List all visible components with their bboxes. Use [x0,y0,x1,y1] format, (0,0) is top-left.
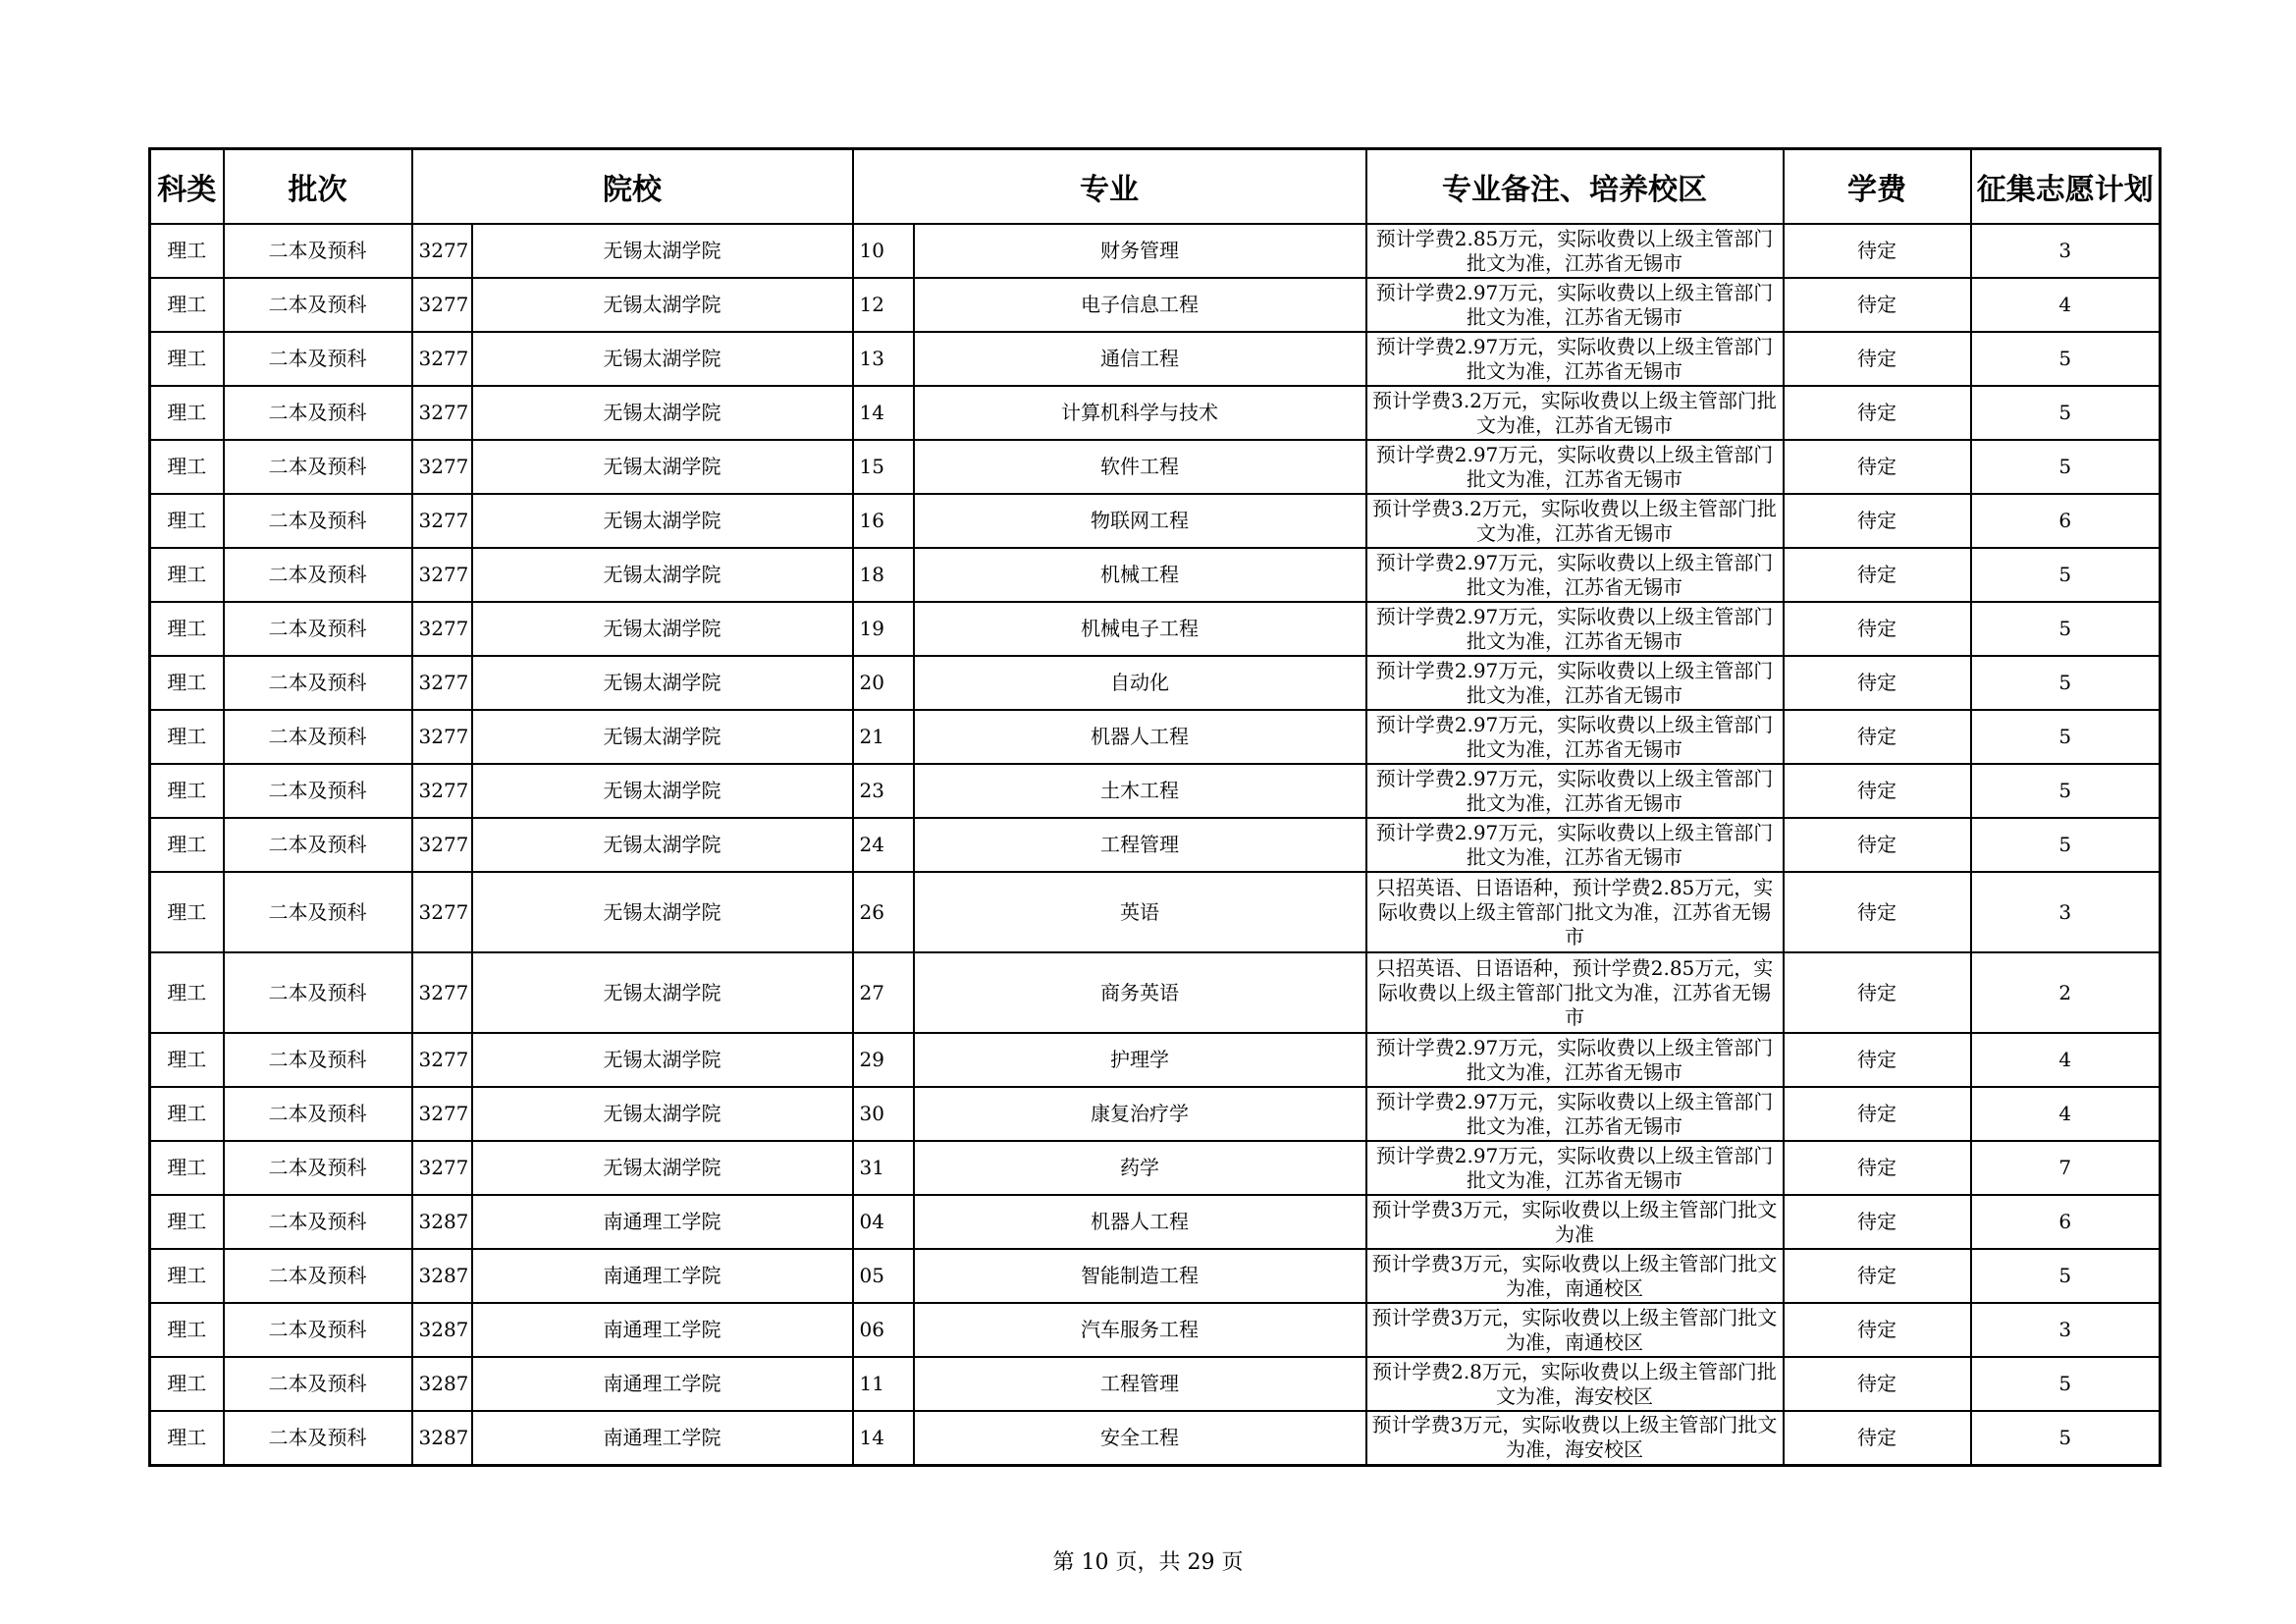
school-name-cell: 无锡太湖学院 [472,952,853,1033]
major-name-cell: 机器人工程 [914,710,1366,764]
plan-cell: 4 [1971,1087,2161,1141]
note-cell: 预计学费2.97万元，实际收费以上级主管部门批文为准，江苏省无锡市 [1366,440,1784,494]
major-code-cell: 13 [853,332,914,386]
school-code-cell: 3277 [412,872,472,952]
batch-cell: 二本及预科 [224,548,412,602]
batch-cell: 二本及预科 [224,872,412,952]
subject-cell: 理工 [150,872,224,952]
note-cell: 预计学费2.97万元，实际收费以上级主管部门批文为准，江苏省无锡市 [1366,710,1784,764]
header-batch: 批次 [224,149,412,225]
fee-cell: 待定 [1784,710,1971,764]
table-row [150,1087,2161,1141]
table-row [150,440,2161,494]
school-name-cell: 无锡太湖学院 [472,656,853,710]
major-code-cell: 04 [853,1195,914,1249]
school-name-cell: 无锡太湖学院 [472,872,853,952]
school-name-cell: 无锡太湖学院 [472,764,853,818]
table-row [150,1195,2161,1249]
major-code-cell: 27 [853,952,914,1033]
school-code-cell: 3277 [412,656,472,710]
major-code-cell: 16 [853,494,914,548]
school-name-cell: 无锡太湖学院 [472,1033,853,1087]
plan-cell: 3 [1971,1303,2161,1357]
fee-cell: 待定 [1784,1357,1971,1411]
fee-cell: 待定 [1784,278,1971,332]
school-name-cell: 无锡太湖学院 [472,602,853,656]
note-cell: 只招英语、日语语种，预计学费2.85万元，实际收费以上级主管部门批文为准，江苏省无锡市 [1366,952,1784,1033]
table-row [150,224,2161,278]
plan-cell: 2 [1971,952,2161,1033]
note-cell: 预计学费2.85万元，实际收费以上级主管部门批文为准，江苏省无锡市 [1366,224,1784,278]
subject-cell: 理工 [150,1249,224,1303]
school-name-cell: 南通理工学院 [472,1411,853,1465]
major-code-cell: 14 [853,386,914,440]
fee-cell: 待定 [1784,1249,1971,1303]
table-row [150,710,2161,764]
table-row [150,656,2161,710]
batch-cell: 二本及预科 [224,1141,412,1195]
major-name-cell: 工程管理 [914,1357,1366,1411]
subject-cell: 理工 [150,278,224,332]
subject-cell: 理工 [150,1195,224,1249]
note-cell: 预计学费3万元，实际收费以上级主管部门批文为准 [1366,1195,1784,1249]
batch-cell: 二本及预科 [224,332,412,386]
batch-cell: 二本及预科 [224,494,412,548]
subject-cell: 理工 [150,764,224,818]
subject-cell: 理工 [150,1303,224,1357]
table-row [150,386,2161,440]
batch-cell: 二本及预科 [224,656,412,710]
table-row [150,1033,2161,1087]
school-name-cell: 无锡太湖学院 [472,440,853,494]
table-row [150,548,2161,602]
subject-cell: 理工 [150,1087,224,1141]
major-name-cell: 药学 [914,1141,1366,1195]
table-row [150,872,2161,952]
major-code-cell: 19 [853,602,914,656]
school-code-cell: 3277 [412,278,472,332]
major-name-cell: 电子信息工程 [914,278,1366,332]
plan-cell: 6 [1971,1195,2161,1249]
major-name-cell: 英语 [914,872,1366,952]
fee-cell: 待定 [1784,494,1971,548]
major-code-cell: 11 [853,1357,914,1411]
batch-cell: 二本及预科 [224,710,412,764]
plan-cell: 5 [1971,602,2161,656]
subject-cell: 理工 [150,1357,224,1411]
note-cell: 预计学费3万元，实际收费以上级主管部门批文为准，南通校区 [1366,1249,1784,1303]
school-name-cell: 南通理工学院 [472,1303,853,1357]
school-code-cell: 3277 [412,494,472,548]
fee-cell: 待定 [1784,332,1971,386]
table-row [150,278,2161,332]
school-code-cell: 3277 [412,602,472,656]
batch-cell: 二本及预科 [224,1087,412,1141]
plan-cell: 5 [1971,332,2161,386]
school-code-cell: 3287 [412,1411,472,1465]
school-code-cell: 3277 [412,548,472,602]
subject-cell: 理工 [150,818,224,872]
school-name-cell: 南通理工学院 [472,1195,853,1249]
school-code-cell: 3277 [412,440,472,494]
school-code-cell: 3277 [412,1087,472,1141]
note-cell: 只招英语、日语语种，预计学费2.85万元，实际收费以上级主管部门批文为准，江苏省无锡市 [1366,872,1784,952]
major-code-cell: 18 [853,548,914,602]
major-name-cell: 计算机科学与技术 [914,386,1366,440]
plan-cell: 5 [1971,1357,2161,1411]
major-code-cell: 12 [853,278,914,332]
major-name-cell: 土木工程 [914,764,1366,818]
fee-cell: 待定 [1784,602,1971,656]
subject-cell: 理工 [150,224,224,278]
note-cell: 预计学费2.97万元，实际收费以上级主管部门批文为准，江苏省无锡市 [1366,278,1784,332]
plan-cell: 6 [1971,494,2161,548]
fee-cell: 待定 [1784,548,1971,602]
major-code-cell: 24 [853,818,914,872]
plan-cell: 4 [1971,278,2161,332]
major-name-cell: 通信工程 [914,332,1366,386]
subject-cell: 理工 [150,494,224,548]
school-name-cell: 无锡太湖学院 [472,224,853,278]
fee-cell: 待定 [1784,1195,1971,1249]
note-cell: 预计学费3.2万元，实际收费以上级主管部门批文为准，江苏省无锡市 [1366,494,1784,548]
header-school: 院校 [412,149,853,225]
school-code-cell: 3277 [412,1033,472,1087]
fee-cell: 待定 [1784,1303,1971,1357]
fee-cell: 待定 [1784,1087,1971,1141]
note-cell: 预计学费2.97万元，实际收费以上级主管部门批文为准，江苏省无锡市 [1366,602,1784,656]
batch-cell: 二本及预科 [224,952,412,1033]
school-name-cell: 无锡太湖学院 [472,332,853,386]
subject-cell: 理工 [150,656,224,710]
fee-cell: 待定 [1784,386,1971,440]
school-code-cell: 3277 [412,764,472,818]
major-name-cell: 物联网工程 [914,494,1366,548]
batch-cell: 二本及预科 [224,440,412,494]
plan-cell: 3 [1971,872,2161,952]
fee-cell: 待定 [1784,1033,1971,1087]
note-cell: 预计学费2.97万元，实际收费以上级主管部门批文为准，江苏省无锡市 [1366,1087,1784,1141]
table-row [150,818,2161,872]
major-code-cell: 31 [853,1141,914,1195]
table-row [150,1249,2161,1303]
major-code-cell: 05 [853,1249,914,1303]
major-name-cell: 康复治疗学 [914,1087,1366,1141]
major-name-cell: 机械工程 [914,548,1366,602]
plan-cell: 3 [1971,224,2161,278]
subject-cell: 理工 [150,952,224,1033]
table-row [150,332,2161,386]
batch-cell: 二本及预科 [224,1195,412,1249]
school-name-cell: 无锡太湖学院 [472,278,853,332]
school-name-cell: 无锡太湖学院 [472,710,853,764]
batch-cell: 二本及预科 [224,1303,412,1357]
major-name-cell: 财务管理 [914,224,1366,278]
note-cell: 预计学费3万元，实际收费以上级主管部门批文为准，海安校区 [1366,1411,1784,1465]
note-cell: 预计学费2.97万元，实际收费以上级主管部门批文为准，江苏省无锡市 [1366,1141,1784,1195]
school-code-cell: 3277 [412,224,472,278]
note-cell: 预计学费2.97万元，实际收费以上级主管部门批文为准，江苏省无锡市 [1366,548,1784,602]
note-cell: 预计学费2.97万元，实际收费以上级主管部门批文为准，江苏省无锡市 [1366,818,1784,872]
school-name-cell: 无锡太湖学院 [472,548,853,602]
note-cell: 预计学费3万元，实际收费以上级主管部门批文为准，南通校区 [1366,1303,1784,1357]
table-body [150,224,2161,1465]
fee-cell: 待定 [1784,656,1971,710]
subject-cell: 理工 [150,1141,224,1195]
note-cell: 预计学费3.2万元，实际收费以上级主管部门批文为准，江苏省无锡市 [1366,386,1784,440]
major-code-cell: 23 [853,764,914,818]
major-code-cell: 20 [853,656,914,710]
subject-cell: 理工 [150,602,224,656]
plan-cell: 5 [1971,818,2161,872]
plan-cell: 5 [1971,386,2161,440]
batch-cell: 二本及预科 [224,1357,412,1411]
page-footer: 第 10 页，共 29 页 [1052,1550,1244,1575]
fee-cell: 待定 [1784,952,1971,1033]
fee-cell: 待定 [1784,872,1971,952]
header-subject: 科类 [150,149,224,225]
batch-cell: 二本及预科 [224,602,412,656]
table-row [150,494,2161,548]
major-name-cell: 安全工程 [914,1411,1366,1465]
school-name-cell: 无锡太湖学院 [472,1087,853,1141]
major-code-cell: 06 [853,1303,914,1357]
plan-cell: 5 [1971,764,2161,818]
subject-cell: 理工 [150,1033,224,1087]
fee-cell: 待定 [1784,1141,1971,1195]
school-code-cell: 3287 [412,1249,472,1303]
major-code-cell: 21 [853,710,914,764]
table-row [150,764,2161,818]
table-row [150,602,2161,656]
major-name-cell: 软件工程 [914,440,1366,494]
subject-cell: 理工 [150,332,224,386]
school-code-cell: 3277 [412,818,472,872]
major-name-cell: 自动化 [914,656,1366,710]
school-code-cell: 3277 [412,710,472,764]
note-cell: 预计学费2.97万元，实际收费以上级主管部门批文为准，江苏省无锡市 [1366,656,1784,710]
major-name-cell: 汽车服务工程 [914,1303,1366,1357]
subject-cell: 理工 [150,1411,224,1465]
major-name-cell: 工程管理 [914,818,1366,872]
batch-cell: 二本及预科 [224,1033,412,1087]
major-code-cell: 30 [853,1087,914,1141]
header-row [150,149,2161,225]
major-name-cell: 商务英语 [914,952,1366,1033]
batch-cell: 二本及预科 [224,278,412,332]
batch-cell: 二本及预科 [224,224,412,278]
major-name-cell: 智能制造工程 [914,1249,1366,1303]
batch-cell: 二本及预科 [224,386,412,440]
major-name-cell: 护理学 [914,1033,1366,1087]
major-code-cell: 26 [853,872,914,952]
school-code-cell: 3287 [412,1357,472,1411]
fee-cell: 待定 [1784,764,1971,818]
school-name-cell: 无锡太湖学院 [472,1141,853,1195]
note-cell: 预计学费2.97万元，实际收费以上级主管部门批文为准，江苏省无锡市 [1366,764,1784,818]
school-code-cell: 3287 [412,1195,472,1249]
school-name-cell: 无锡太湖学院 [472,386,853,440]
school-name-cell: 无锡太湖学院 [472,818,853,872]
school-code-cell: 3287 [412,1303,472,1357]
major-code-cell: 14 [853,1411,914,1465]
plan-cell: 4 [1971,1033,2161,1087]
table-row [150,1303,2161,1357]
fee-cell: 待定 [1784,1411,1971,1465]
school-name-cell: 无锡太湖学院 [472,494,853,548]
school-code-cell: 3277 [412,332,472,386]
major-code-cell: 29 [853,1033,914,1087]
school-name-cell: 南通理工学院 [472,1357,853,1411]
note-cell: 预计学费2.97万元，实际收费以上级主管部门批文为准，江苏省无锡市 [1366,1033,1784,1087]
subject-cell: 理工 [150,440,224,494]
header-plan: 征集志愿计划 [1971,149,2161,225]
school-code-cell: 3277 [412,386,472,440]
note-cell: 预计学费2.97万元，实际收费以上级主管部门批文为准，江苏省无锡市 [1366,332,1784,386]
table-row [150,1141,2161,1195]
header-fee: 学费 [1784,149,1971,225]
batch-cell: 二本及预科 [224,764,412,818]
school-code-cell: 3277 [412,1141,472,1195]
plan-cell: 5 [1971,440,2161,494]
fee-cell: 待定 [1784,818,1971,872]
major-name-cell: 机器人工程 [914,1195,1366,1249]
table-row [150,1411,2161,1465]
note-cell: 预计学费2.8万元，实际收费以上级主管部门批文为准，海安校区 [1366,1357,1784,1411]
plan-cell: 5 [1971,656,2161,710]
header-major: 专业 [853,149,1366,225]
batch-cell: 二本及预科 [224,818,412,872]
subject-cell: 理工 [150,710,224,764]
fee-cell: 待定 [1784,440,1971,494]
school-code-cell: 3277 [412,952,472,1033]
plan-cell: 5 [1971,1411,2161,1465]
header-note: 专业备注、培养校区 [1366,149,1784,225]
major-code-cell: 15 [853,440,914,494]
table-row [150,1357,2161,1411]
batch-cell: 二本及预科 [224,1249,412,1303]
plan-cell: 5 [1971,548,2161,602]
table-row [150,952,2161,1033]
fee-cell: 待定 [1784,224,1971,278]
plan-cell: 7 [1971,1141,2161,1195]
subject-cell: 理工 [150,548,224,602]
major-name-cell: 机械电子工程 [914,602,1366,656]
plan-cell: 5 [1971,710,2161,764]
batch-cell: 二本及预科 [224,1411,412,1465]
major-code-cell: 10 [853,224,914,278]
enrollment-plan-table [148,147,2162,1467]
subject-cell: 理工 [150,386,224,440]
plan-cell: 5 [1971,1249,2161,1303]
school-name-cell: 南通理工学院 [472,1249,853,1303]
